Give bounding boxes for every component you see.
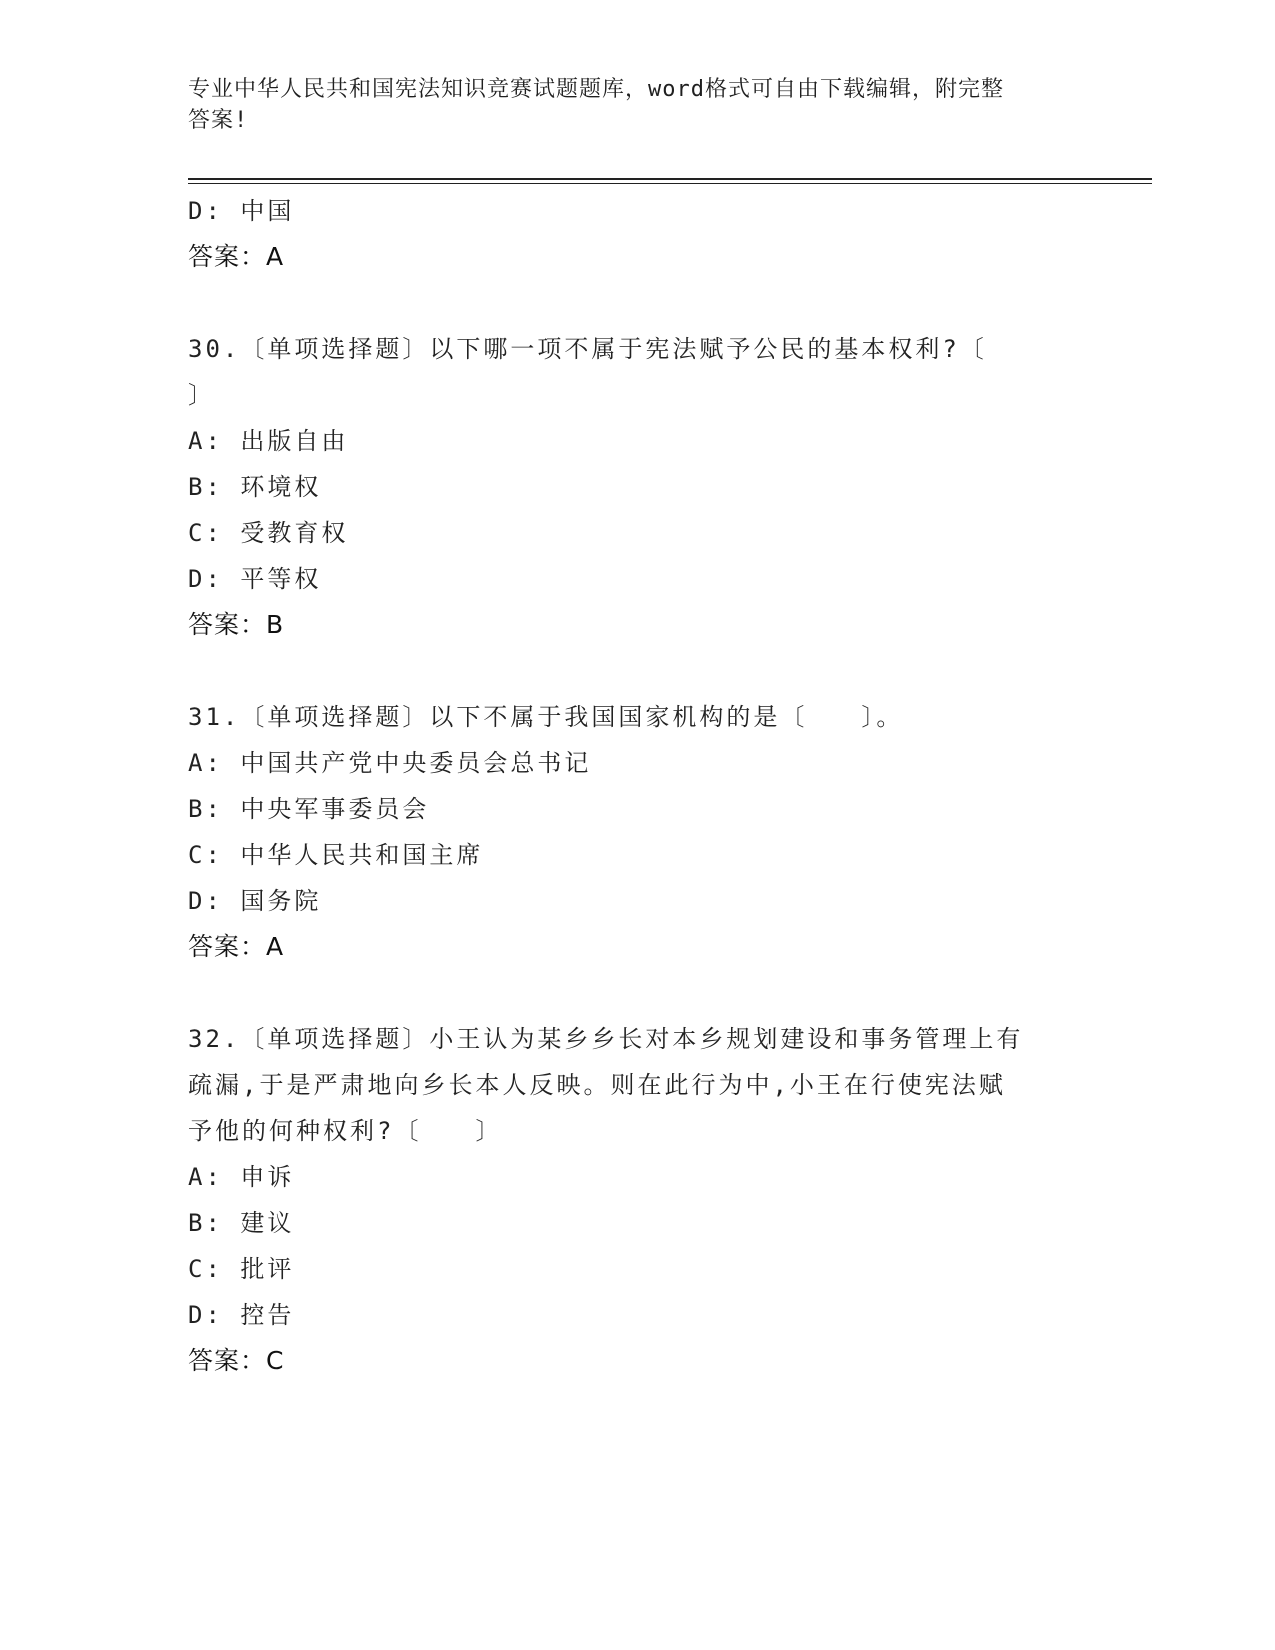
option-d: D: 控告 [188,1301,295,1329]
option-a: A: 中国共产党中央委员会总书记 [188,749,592,777]
header-title-line-1: 专业中华人民共和国宪法知识竞赛试题题库，word格式可自由下载编辑，附完整 [188,77,1004,102]
option-b: B: 中央军事委员会 [188,795,430,823]
option-c: C: 受教育权 [188,519,349,547]
question-stem: 30.〔单项选择题〕以下哪一项不属于宪法赋予公民的基本权利?〔 [188,335,987,363]
option-b: B: 环境权 [188,473,322,501]
answer-line: 答案：B [188,610,285,639]
question-30 [188,326,1088,648]
option-c: C: 批评 [188,1255,295,1283]
question-stem: 32.〔单项选择题〕小王认为某乡乡长对本乡规划建设和事务管理上有 [188,1025,1024,1053]
option-c: C: 中华人民共和国主席 [188,841,484,869]
answer-line: 答案：A [188,932,285,961]
question-32 [188,1016,1088,1384]
question-stem-continued: 予他的何种权利?〔 〕 [188,1117,503,1145]
question-stem-continued: 疏漏,于是严肃地向乡长本人反映。则在此行为中,小王在行使宪法赋 [188,1071,1006,1099]
header-title-line-2: 答案! [188,108,249,133]
header-rule-thin [188,183,1152,184]
question-stem-continued: 〕 [188,381,215,409]
spacer [188,280,1088,326]
previous-question-tail [188,188,1088,280]
option-d: D: 国务院 [188,887,322,915]
option-b: B: 建议 [188,1209,295,1237]
question-content [188,188,1088,1384]
spacer [188,970,1088,1016]
question-31 [188,694,1088,970]
document-header [188,74,1068,136]
option-d: D: 平等权 [188,565,322,593]
option-a: A: 申诉 [188,1163,295,1191]
header-rule-thick [188,178,1152,180]
option-d: D: 中国 [188,197,295,225]
answer-line: 答案：A [188,242,285,271]
answer-line: 答案：C [188,1346,285,1375]
spacer [188,648,1088,694]
option-a: A: 出版自由 [188,427,349,455]
question-stem: 31.〔单项选择题〕以下不属于我国国家机构的是〔 〕。 [188,703,904,731]
